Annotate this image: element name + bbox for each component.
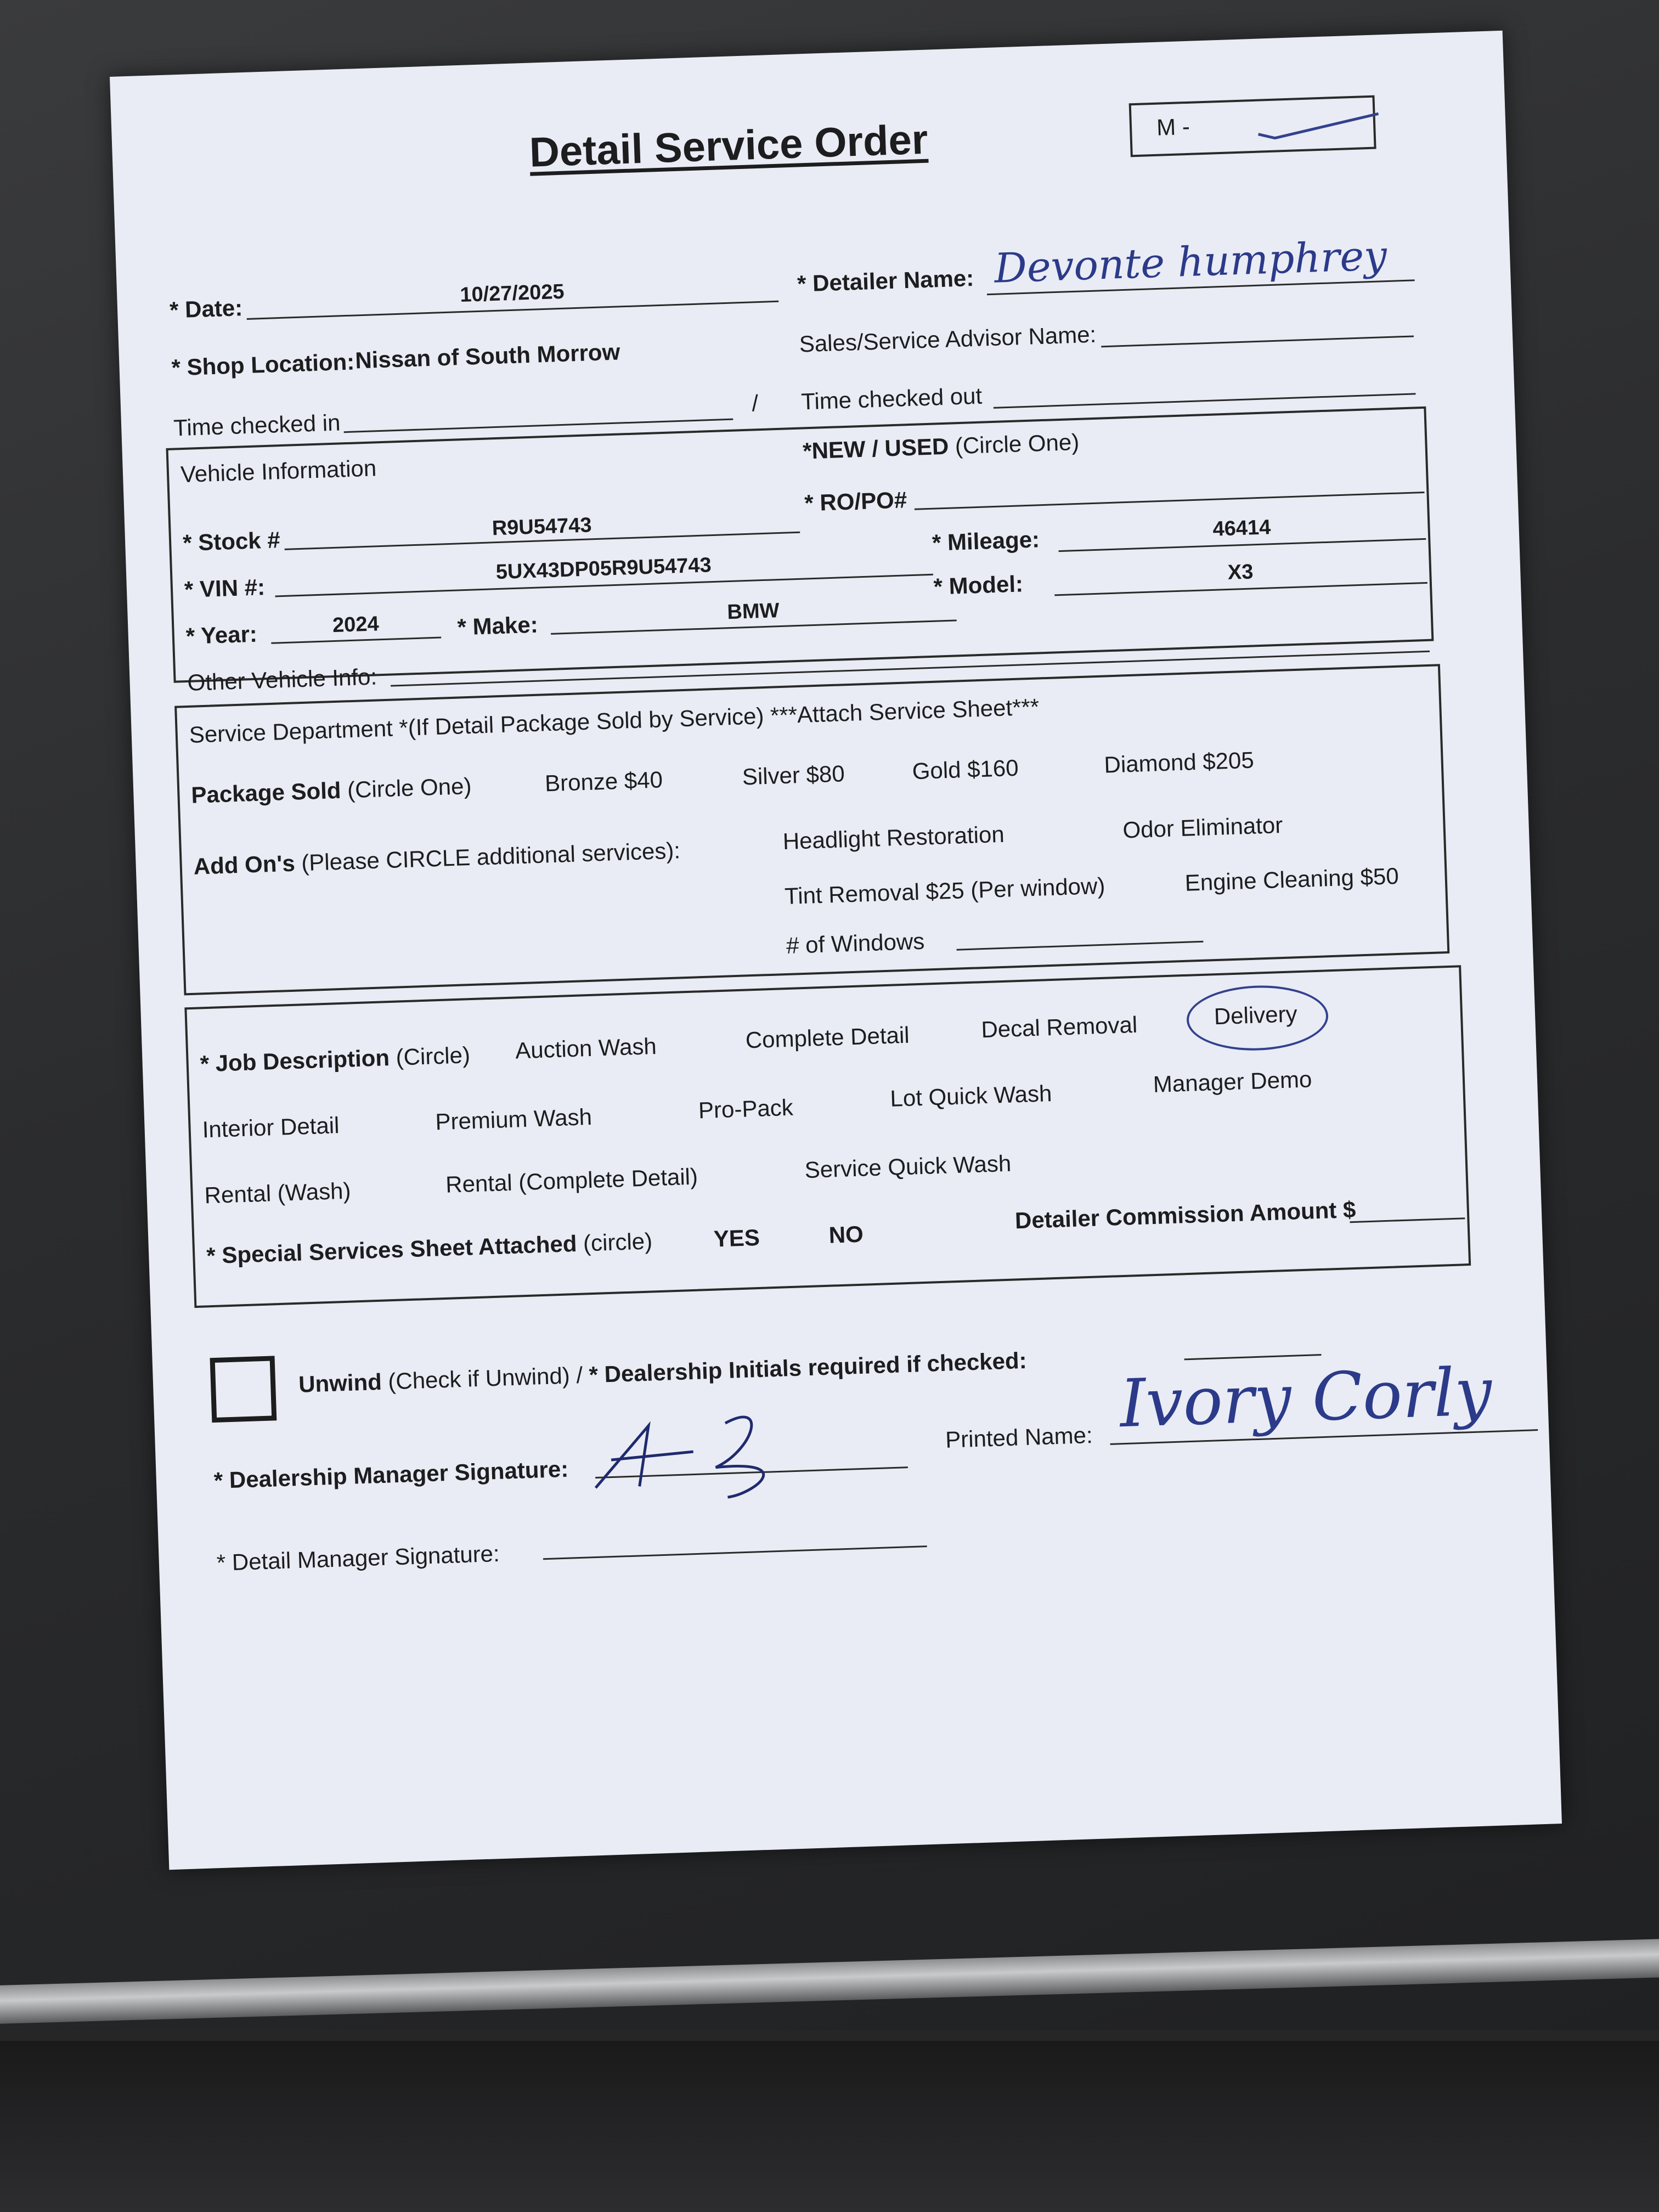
- commission-label: Detailer Commission Amount $: [1014, 1196, 1357, 1234]
- job-interior-detail: Interior Detail: [201, 1112, 340, 1143]
- printed-name-handwriting: Ivory Corly: [1118, 1353, 1493, 1443]
- advisor-line: [1101, 335, 1414, 347]
- package-sold-hint: (Circle One): [347, 772, 472, 803]
- vin-label: * VIN #:: [184, 574, 266, 602]
- make-value: BMW: [726, 599, 780, 624]
- floor-background: [0, 2041, 1659, 2212]
- detail-service-order-form: [110, 31, 1562, 1870]
- addon-odor-eliminator: Odor Eliminator: [1122, 811, 1283, 843]
- package-diamond: Diamond $205: [1103, 747, 1255, 778]
- m-box-mark: [1252, 103, 1385, 145]
- detailer-name-handwriting: Devonte humphrey: [994, 232, 1388, 292]
- job-description-label: * Job Description: [199, 1045, 390, 1077]
- service-department-header: Service Department *(If Detail Package Sold by Service) ***Attach Service Sheet***: [189, 693, 1040, 748]
- job-delivery: Delivery: [1214, 1001, 1298, 1030]
- model-value: X3: [1227, 560, 1254, 584]
- job-pro-pack: Pro-Pack: [698, 1094, 794, 1124]
- windows-label: # of Windows: [786, 928, 925, 958]
- job-rental-complete-detail: Rental (Complete Detail): [445, 1163, 698, 1198]
- detail-manager-signature-label: * Detail Manager Signature:: [216, 1540, 500, 1576]
- vehicle-info-label: Vehicle Information: [180, 455, 377, 488]
- model-label: * Model:: [933, 571, 1024, 600]
- package-sold-label: Package Sold: [190, 777, 342, 808]
- mileage-label: * Mileage:: [932, 526, 1040, 556]
- job-auction-wash: Auction Wash: [515, 1032, 657, 1064]
- package-gold: Gold $160: [911, 754, 1019, 785]
- special-services-hint: (circle): [583, 1228, 653, 1256]
- stock-value: R9U54743: [492, 514, 592, 540]
- date-value: 10/27/2025: [459, 280, 565, 307]
- addon-engine-cleaning: Engine Cleaning $50: [1184, 862, 1400, 896]
- special-services-label: * Special Services Sheet Attached: [206, 1230, 578, 1269]
- unwind-checkbox[interactable]: [210, 1356, 277, 1423]
- time-separator: /: [751, 390, 759, 416]
- addon-headlight-restoration: Headlight Restoration: [782, 821, 1005, 855]
- job-premium-wash: Premium Wash: [435, 1103, 592, 1135]
- new-used-label: *NEW / USED: [802, 433, 949, 464]
- new-used-hint: (Circle One): [955, 428, 1080, 459]
- job-service-quick-wash: Service Quick Wash: [804, 1150, 1012, 1183]
- unwind-hint: (Check if Unwind) /: [387, 1362, 583, 1395]
- job-description-hint: (Circle): [395, 1042, 471, 1070]
- printed-name-label: Printed Name:: [945, 1421, 1093, 1453]
- job-manager-demo: Manager Demo: [1153, 1066, 1313, 1097]
- special-services-yes: YES: [713, 1224, 760, 1252]
- m-box-label: M -: [1156, 113, 1190, 140]
- vin-value: 5UX43DP05R9U54743: [495, 554, 712, 584]
- year-label: * Year:: [185, 620, 258, 649]
- m-number-box: [1129, 95, 1376, 157]
- package-bronze: Bronze $40: [544, 766, 663, 797]
- detailer-name-label: * Detailer Name:: [797, 264, 974, 297]
- time-checked-out-label: Time checked out: [800, 382, 983, 415]
- add-ons-hint: (Please CIRCLE additional services):: [301, 837, 681, 876]
- job-rental-wash: Rental (Wash): [204, 1177, 352, 1209]
- time-checked-in-label: Time checked in: [173, 409, 341, 441]
- manager-signature-mark: [587, 1387, 821, 1505]
- addon-tint-removal: Tint Removal $25 (Per window): [784, 872, 1105, 910]
- detail-manager-signature-line: [543, 1545, 927, 1560]
- dealership-manager-signature-label: * Dealership Manager Signature:: [213, 1455, 569, 1494]
- time-out-line: [994, 393, 1416, 409]
- stock-label: * Stock #: [182, 527, 281, 556]
- date-label: * Date:: [169, 295, 243, 323]
- job-complete-detail: Complete Detail: [745, 1022, 910, 1053]
- job-lot-quick-wash: Lot Quick Wash: [889, 1080, 1053, 1111]
- other-vehicle-info-label: Other Vehicle Info:: [187, 663, 377, 696]
- mileage-value: 46414: [1212, 516, 1271, 541]
- shop-location-label: * Shop Location:: [171, 348, 355, 381]
- make-label: * Make:: [456, 611, 539, 640]
- unwind-label: Unwind: [298, 1368, 382, 1397]
- ro-po-label: * RO/PO#: [804, 487, 907, 516]
- package-silver: Silver $80: [742, 760, 845, 790]
- advisor-label: Sales/Service Advisor Name:: [799, 321, 1097, 357]
- dealership-initials-label: * Dealership Initials required if checked:: [588, 1347, 1028, 1388]
- add-ons-label: Add On's: [193, 850, 296, 879]
- initials-line: [1184, 1354, 1322, 1360]
- year-value: 2024: [332, 612, 380, 637]
- special-services-no: NO: [828, 1221, 864, 1248]
- job-decal-removal: Decal Removal: [980, 1011, 1138, 1043]
- shop-location-value: Nissan of South Morrow: [354, 338, 620, 374]
- form-title: Detail Service Order: [528, 116, 929, 176]
